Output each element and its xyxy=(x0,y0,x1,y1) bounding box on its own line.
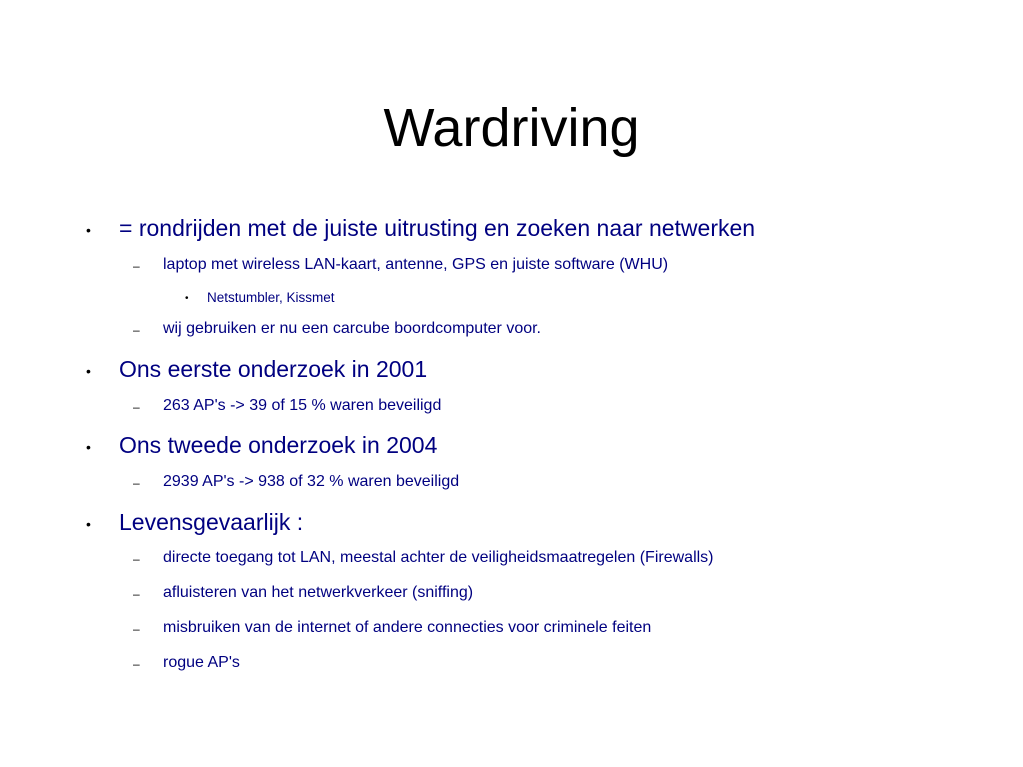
bullet-item-level3: Netstumbler, Kissmet xyxy=(207,290,335,305)
bullet-dot-icon: • xyxy=(86,516,91,532)
bullet-dash-icon: – xyxy=(133,400,140,414)
bullet-item-level2: 2939 AP's -> 938 of 32 % waren beveiligd xyxy=(163,473,460,490)
bullet-dash-icon: – xyxy=(133,587,140,601)
bullet-item-level1: = rondrijden met de juiste uitrusting en zoeken naar netwerken xyxy=(119,215,756,241)
bullet-dash-icon: – xyxy=(133,622,140,636)
bullet-dot-icon: • xyxy=(185,293,189,304)
bullet-item-level2: rogue AP's xyxy=(163,654,240,671)
bullet-dot-icon: • xyxy=(86,222,91,238)
bullet-dot-icon: • xyxy=(86,363,91,379)
bullet-dash-icon: – xyxy=(133,323,140,337)
bullet-dash-icon: – xyxy=(133,259,140,273)
bullet-dot-icon: • xyxy=(86,439,91,455)
bullet-item-level2: directe toegang tot LAN, meestal achter de veiligheidsmaatregelen (Firewalls) xyxy=(163,549,714,566)
bullet-dash-icon: – xyxy=(133,552,140,566)
bullet-item-level2: misbruiken van de internet of andere connecties voor criminele feiten xyxy=(163,619,652,636)
bullet-item-level2: 263 AP's -> 39 of 15 % waren beveiligd xyxy=(163,397,442,414)
bullet-dash-icon: – xyxy=(133,657,140,671)
bullet-item-level2: laptop met wireless LAN-kaart, antenne, GPS en juiste software (WHU) xyxy=(163,256,669,273)
bullet-item-level1: Levensgevaarlijk : xyxy=(119,509,304,535)
bullet-item-level2: wij gebruiken er nu een carcube boordcomputer voor. xyxy=(163,320,541,337)
bullet-item-level1: Ons eerste onderzoek in 2001 xyxy=(119,356,428,382)
slide-title: Wardriving xyxy=(383,98,640,158)
bullet-item-level1: Ons tweede onderzoek in 2004 xyxy=(119,432,438,458)
bullet-dash-icon: – xyxy=(133,476,140,490)
bullet-item-level2: afluisteren van het netwerkverkeer (sniffing) xyxy=(163,584,474,601)
